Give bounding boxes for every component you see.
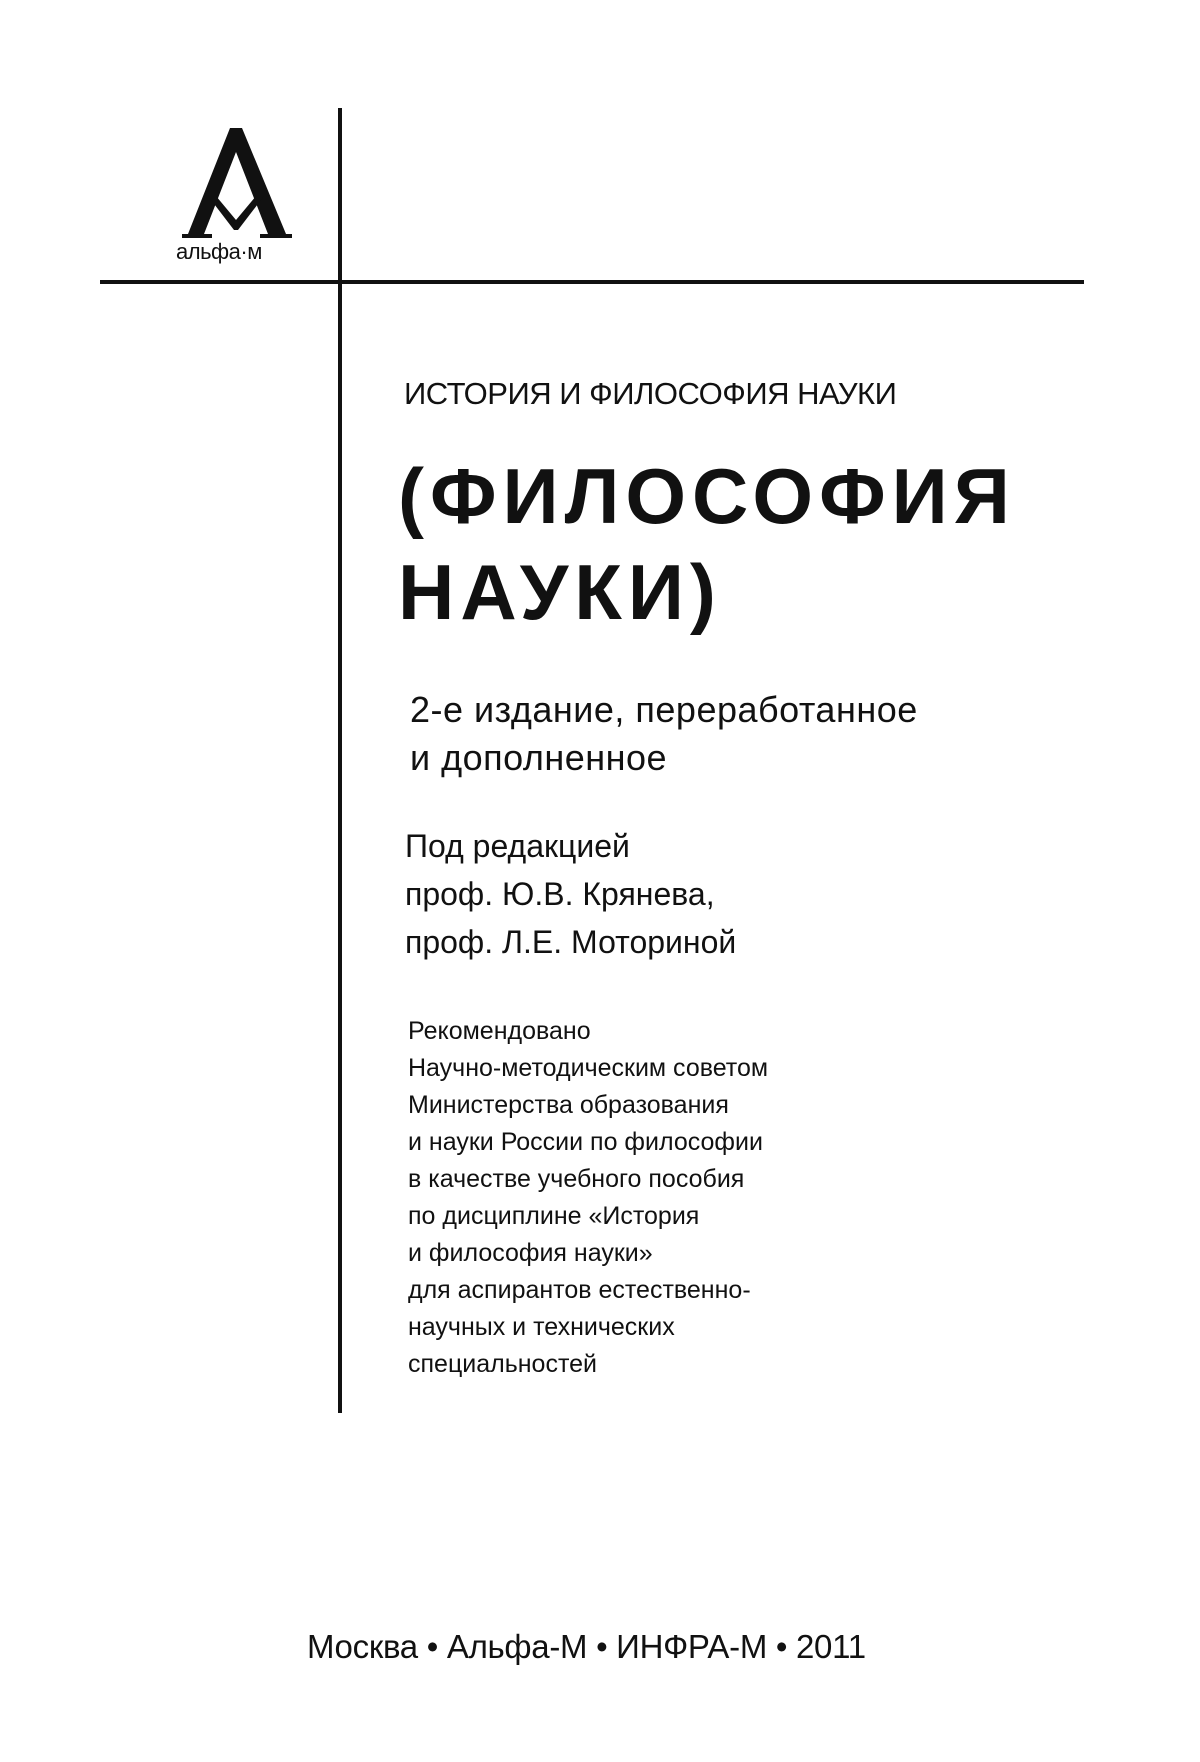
editors-line: проф. Ю.В. Крянева, bbox=[405, 876, 715, 912]
publisher-logo-text: альфа·м bbox=[176, 239, 262, 264]
recommendation-line: Научно-методическим советом bbox=[408, 1054, 769, 1082]
editors-line: проф. Л.Е. Моториной bbox=[405, 924, 737, 960]
series-title: ИСТОРИЯ И ФИЛОСОФИЯ НАУКИ bbox=[404, 376, 897, 411]
edition-line: 2-е издание, переработанное bbox=[410, 689, 918, 730]
book-title bbox=[398, 448, 1016, 640]
editors-block bbox=[405, 822, 736, 966]
recommendation-line: специальностей bbox=[408, 1350, 597, 1378]
imprint-line: Москва • Альфа-М • ИНФРА-М • 2011 bbox=[307, 1628, 866, 1665]
recommendation-line: Рекомендовано bbox=[408, 1017, 591, 1045]
recommendation-line: научных и технических bbox=[408, 1313, 675, 1341]
recommendation-line: Министерства образования bbox=[408, 1091, 729, 1119]
recommendation-line: в качестве учебного пособия bbox=[408, 1165, 745, 1193]
recommendation-block bbox=[408, 1013, 768, 1383]
recommendation-line: и философия науки» bbox=[408, 1239, 653, 1267]
book-title-line: НАУКИ) bbox=[398, 548, 722, 636]
recommendation-line: для аспирантов естественно- bbox=[408, 1276, 751, 1304]
horizontal-rule bbox=[100, 280, 1084, 284]
recommendation-line: и науки России по философии bbox=[408, 1128, 763, 1156]
editors-line: Под редакцией bbox=[405, 828, 630, 864]
vertical-rule bbox=[338, 108, 342, 1413]
publisher-logo bbox=[168, 124, 298, 266]
alfa-m-logo-icon bbox=[168, 124, 298, 242]
book-title-line: (ФИЛОСОФИЯ bbox=[398, 452, 1016, 540]
recommendation-line: по дисциплине «История bbox=[408, 1202, 700, 1230]
edition-note bbox=[410, 686, 918, 782]
edition-line: и дополненное bbox=[410, 737, 668, 778]
